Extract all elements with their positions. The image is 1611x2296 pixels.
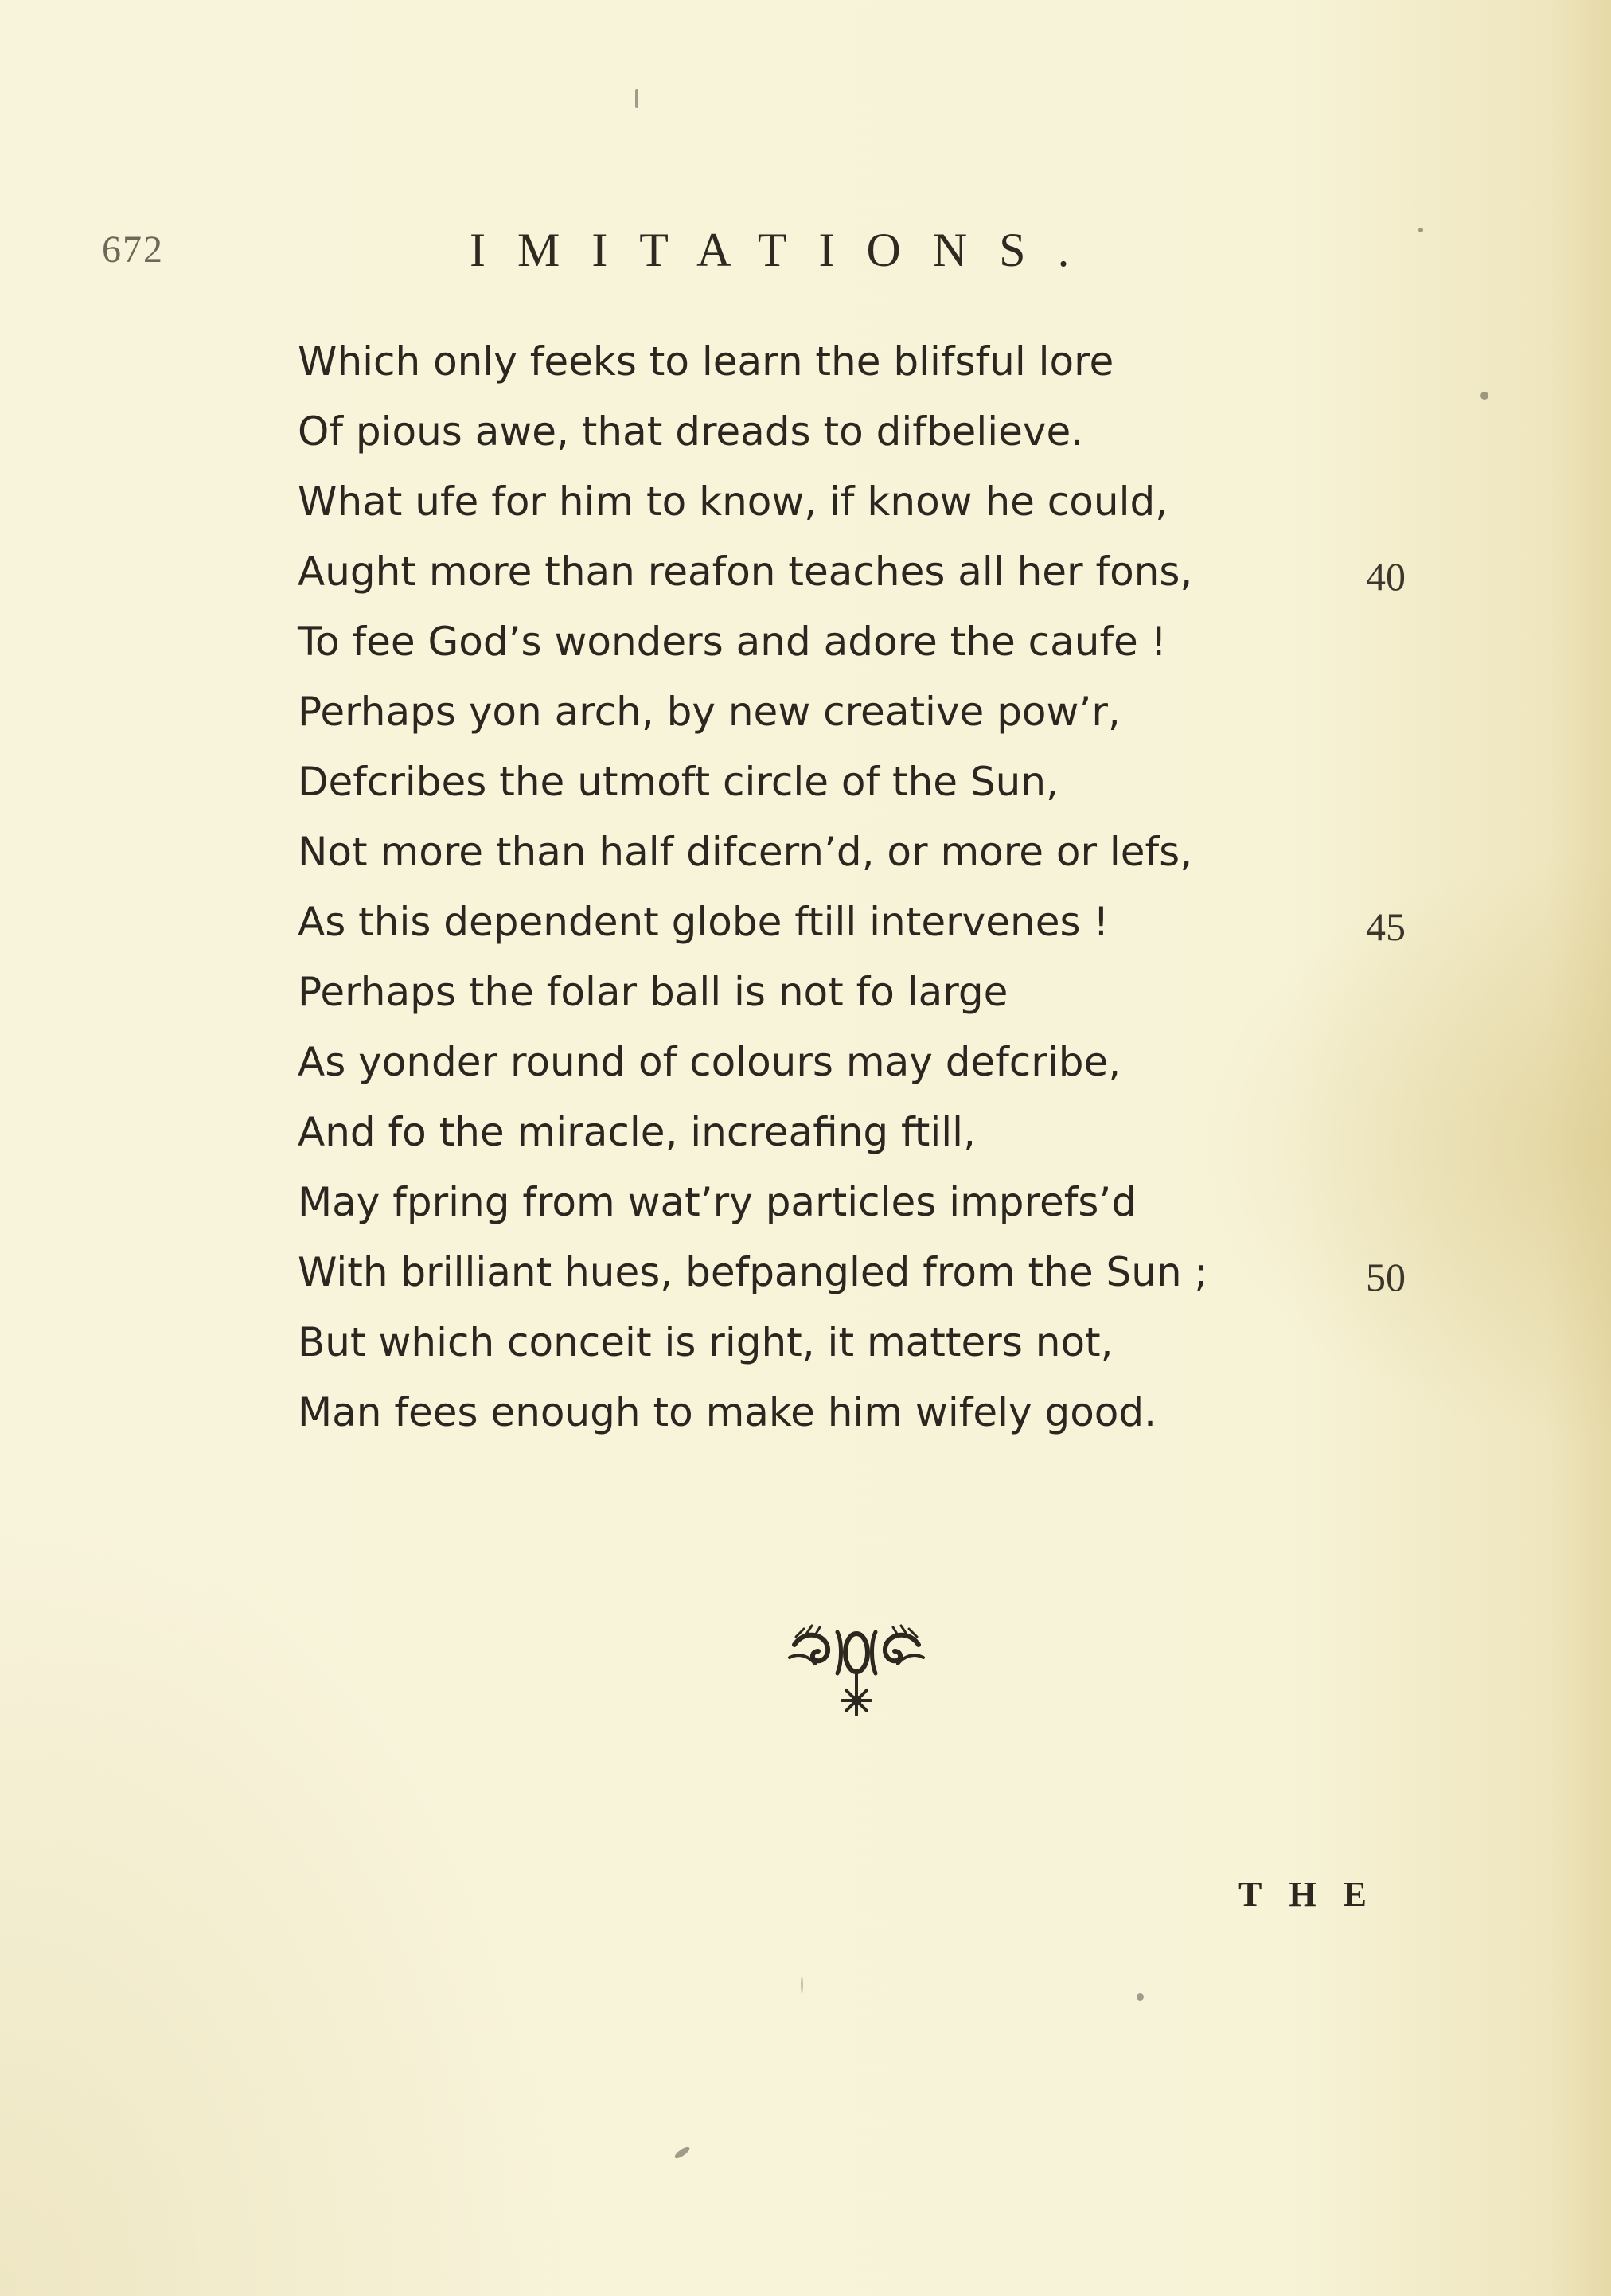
paper-speck [1480,392,1488,400]
poem-line-text: As yonder round of colours may defcribe, [298,1039,1121,1085]
poem-line [298,537,1428,607]
paper-speck [635,89,638,108]
line-number: 45 [1366,904,1406,949]
poem-line-text: As this dependent globe ftill intervenes ! [298,899,1110,945]
poem-line [298,1027,1428,1097]
paper-speck [1418,228,1423,232]
poem-line [298,817,1428,887]
poem-line-text: Which only feeks to learn the blifsful lore [298,338,1114,385]
poem-line [298,677,1428,747]
poem-line [298,1167,1428,1237]
poem-line [298,326,1428,396]
poem-line [298,607,1428,677]
poem-line-text: Man fees enough to make him wifely good. [298,1389,1157,1435]
poem-line-text: And fo the miracle, increafing ftill, [298,1109,976,1155]
paper-speck [801,1976,803,1993]
poem-line [298,396,1428,467]
poem-line [298,1307,1428,1377]
poem-line-text: Defcribes the utmoft circle of the Sun, [298,759,1059,805]
poem-line [298,747,1428,817]
poem-line-text: Perhaps yon arch, by new creative pow’r, [298,689,1121,735]
poem-line-text: With brilliant hues, befpangled from the Sun ; [298,1249,1208,1295]
poem-line [298,467,1428,537]
paper-speck [1137,1993,1144,2001]
paper-speck [673,2145,692,2160]
poem-line [298,1237,1428,1307]
poem-line-text: Aught more than reafon teaches all her fons, [298,549,1193,595]
line-number: 50 [1366,1255,1406,1299]
catchword: THE [1238,1875,1394,1914]
poem-line [298,1377,1428,1447]
floral-tailpiece-icon [785,1621,928,1716]
poem-line [298,1097,1428,1167]
poem-line-text: But which conceit is right, it matters not, [298,1319,1114,1365]
poem-line-text: Perhaps the folar ball is not fo large [298,969,1008,1015]
poem-line-text: What ufe for him to know, if know he could, [298,478,1168,525]
poem-line-text: Of pious awe, that dreads to difbelieve. [298,408,1084,455]
poem-text [298,326,1428,1447]
line-number: 40 [1366,554,1406,599]
poem-line [298,887,1428,957]
page-number: 672 [102,228,164,271]
poem-line-text: May fpring from wat’ry particles imprefs’d [298,1179,1137,1225]
poem-line [298,957,1428,1027]
poem-line-text: Not more than half difcern’d, or more or lefs, [298,829,1193,875]
running-head: IMITATIONS. [470,224,1102,276]
poem-line-text: To fee God’s wonders and adore the caufe ! [298,619,1167,665]
